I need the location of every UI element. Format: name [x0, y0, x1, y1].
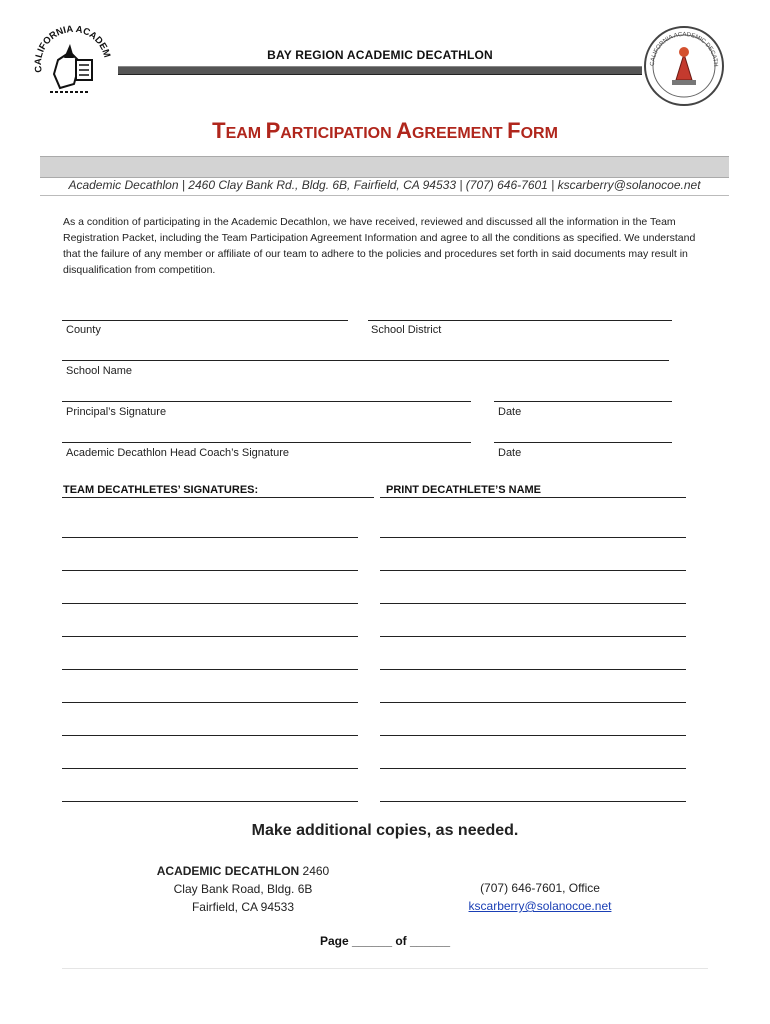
decathlete-name-line[interactable]: [380, 735, 686, 736]
header-title: BAY REGION ACADEMIC DECATHLON: [267, 48, 493, 62]
grey-band: [40, 156, 729, 178]
decathlete-name-line[interactable]: [380, 537, 686, 538]
address-line-2: Clay Bank Road, Bldg. 6B: [173, 882, 313, 896]
page-count: Page ______ of ______: [319, 934, 451, 948]
date-field-1[interactable]: [494, 401, 672, 402]
decathlete-name-line[interactable]: [380, 669, 686, 670]
decathlete-signature-line[interactable]: [62, 801, 358, 802]
principal-signature-field[interactable]: [62, 401, 471, 402]
decathlete-signature-line[interactable]: [62, 702, 358, 703]
decathlete-name-line[interactable]: [380, 636, 686, 637]
decathlete-signature-line[interactable]: [62, 603, 358, 604]
address-line-3: Fairfield, CA 94533: [191, 900, 295, 914]
school-district-field[interactable]: [368, 320, 672, 321]
date-label-2: Date: [498, 447, 522, 459]
school-name-label: School Name: [66, 365, 133, 377]
decathlete-signature-line[interactable]: [62, 735, 358, 736]
california-academic-decathlon-logo: [30, 22, 116, 108]
coach-signature-field[interactable]: [62, 442, 471, 443]
svg-text:CALIFORNIA ACADEMIC DECATHLON: CALIFORNIA ACADEMIC DECATH: [649, 31, 719, 67]
decathlete-signature-line[interactable]: [62, 636, 358, 637]
coach-signature-label: Academic Decathlon Head Coach’s Signature: [66, 447, 289, 459]
decathlete-signature-line[interactable]: [62, 669, 358, 670]
decathlete-name-line[interactable]: [380, 801, 686, 802]
county-field[interactable]: [62, 320, 348, 321]
email-link[interactable]: kscarberry@solanocoe.net: [468, 899, 612, 913]
print-name-heading-rule: [380, 497, 686, 498]
decathlete-signature-line[interactable]: [62, 768, 358, 769]
decathlete-name-line[interactable]: [380, 570, 686, 571]
intro-paragraph: As a condition of participating in the Academic Decathlon, we have received, reviewed and discussed all the information in the Team Registration Packet, including the Team Participation Agreement Information and agree to all the conditions as specified. We understand that the failure of any member or affiliate of our team to adhere to the policies and procedures set forth in said documents may result in disqualification from competition.: [63, 216, 696, 276]
contact-block: [440, 879, 640, 915]
team-signatures-heading: TEAM DECATHLETES’ SIGNATURES:: [63, 484, 259, 496]
date-label-1: Date: [498, 406, 522, 418]
decathlete-name-line[interactable]: [380, 768, 686, 769]
decathlete-signature-line[interactable]: [62, 570, 358, 571]
org-name: ACADEMIC DECATHLON: [156, 864, 300, 878]
print-name-heading: PRINT DECATHLETE’S NAME: [386, 484, 542, 496]
svg-text:CALIFORNIA ACADEMIC DECATHLON: CALIFORNIA ACADEM: [32, 23, 113, 74]
contact-line: Academic Decathlon | 2460 Clay Bank Rd., Bldg. 6B, Fairfield, CA 94533 | (707) 646-7601 | kscarberry@solanocoe.net: [40, 178, 729, 196]
header-divider-bar: [118, 66, 642, 75]
principal-signature-label: Principal’s Signature: [66, 406, 167, 418]
org-street-number: 2460: [299, 864, 330, 878]
decathlete-signature-line[interactable]: [62, 537, 358, 538]
form-title: TEAM PARTICIPATION AGREEMENT FORM: [212, 118, 558, 143]
phone-text: (707) 646-7601, Office: [480, 881, 600, 895]
decathlete-name-line[interactable]: [380, 603, 686, 604]
school-name-field[interactable]: [62, 360, 669, 361]
academic-decathlon-seal: [642, 24, 726, 108]
school-district-label: School District: [371, 324, 442, 336]
county-label: County: [66, 324, 101, 336]
additional-copies-note: Make additional copies, as needed.: [251, 822, 519, 839]
date-field-2[interactable]: [494, 442, 672, 443]
address-block: [118, 862, 368, 916]
team-signatures-heading-rule: [62, 497, 374, 498]
bottom-rule: [62, 968, 708, 969]
decathlete-name-line[interactable]: [380, 702, 686, 703]
